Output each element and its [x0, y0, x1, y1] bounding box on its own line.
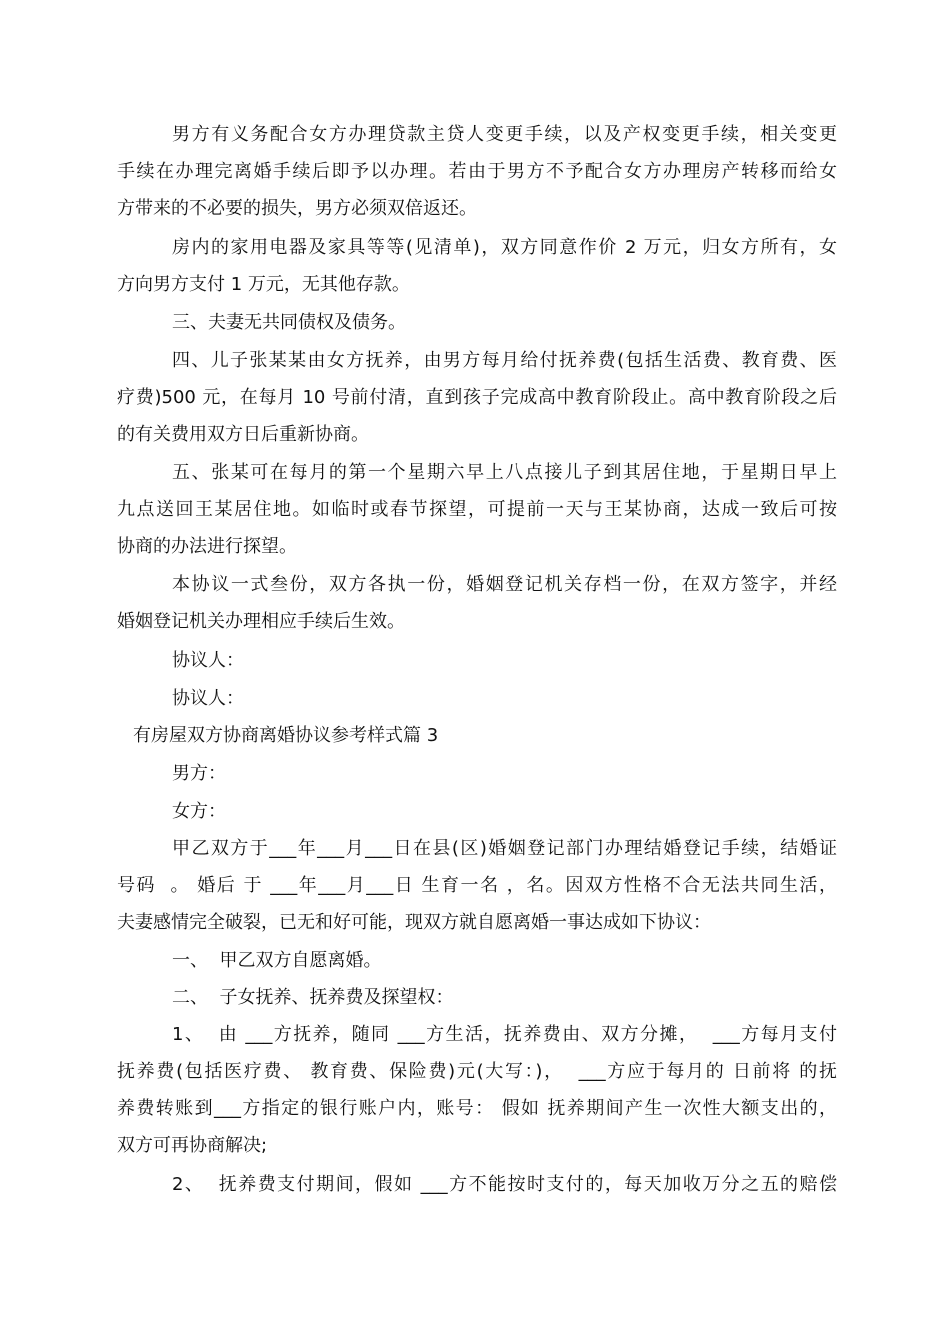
- paragraph-line: 手续在办理完离婚手续后即予以办理。若由于男方不予配合女方办理房产转移而给女: [117, 161, 837, 182]
- paragraph-line: 三、夫妻无共同债权及债务。: [172, 312, 406, 333]
- paragraph-line: 养费转账到___方指定的银行账户内，账号： 假如 抚养期间产生一次性大额支出的，: [117, 1098, 837, 1119]
- paragraph-line: 本协议一式叁份，双方各执一份，婚姻登记机关存档一份，在双方签字，并经: [172, 574, 837, 595]
- paragraph-line: 抚养费(包括医疗费、 教育费、保险费)元(大写：)， ___方应于每月的 日前将 的抚: [117, 1061, 837, 1082]
- paragraph-line: 甲乙双方于___年___月___日在县(区)婚姻登记部门办理结婚登记手续，结婚证: [172, 838, 837, 859]
- paragraph-line: 方带来的不必要的损失，男方必须双倍返还。: [117, 198, 477, 219]
- clause-line: 一、 甲乙双方自愿离婚。: [172, 950, 382, 971]
- paragraph-line: 方向男方支付 1 万元，无其他存款。: [117, 274, 410, 295]
- paragraph-line: 1、 由 ___方抚养，随同 ___方生活，抚养费由、双方分摊， ___方每月支付: [172, 1024, 837, 1045]
- paragraph-line: 房内的家用电器及家具等等(见清单)，双方同意作价 2 万元，归女方所有，女: [172, 237, 837, 258]
- section-title: 有房屋双方协商离婚协议参考样式篇 3: [133, 725, 439, 746]
- paragraph-line: 五、张某可在每月的第一个星期六早上八点接儿子到其居住地，于星期日早上: [172, 462, 837, 483]
- paragraph-line: 四、儿子张某某由女方抚养，由男方每月给付抚养费(包括生活费、教育费、医: [172, 350, 837, 371]
- paragraph-line: 双方可再协商解决;: [117, 1135, 268, 1156]
- paragraph-line: 号码 。 婚后 于 ___年___月___日 生育一名 ，名。因双方性格不合无法共同生活，: [117, 875, 837, 896]
- paragraph-line: 男方有义务配合女方办理贷款主贷人变更手续，以及产权变更手续，相关变更: [172, 124, 837, 145]
- party-label: 男方：: [172, 763, 226, 784]
- paragraph-line: 协商的办法进行探望。: [117, 536, 297, 557]
- paragraph-line: 2、 抚养费支付期间，假如 ___方不能按时支付的，每天加收万分之五的赔偿: [172, 1174, 837, 1195]
- paragraph-line: 疗费)500 元，在每月 10 号前付清，直到孩子完成高中教育阶段止。高中教育阶段之后: [117, 387, 837, 408]
- paragraph-line: 的有关费用双方日后重新协商。: [117, 424, 369, 445]
- paragraph-line: 九点送回王某居住地。如临时或春节探望，可提前一天与王某协商，达成一致后可按: [117, 499, 837, 520]
- signatory-label: 协议人：: [172, 688, 244, 709]
- clause-line: 二、 子女抚养、抚养费及探望权：: [172, 987, 454, 1008]
- paragraph-line: 婚姻登记机关办理相应手续后生效。: [117, 611, 405, 632]
- signatory-label: 协议人：: [172, 650, 244, 671]
- party-label: 女方：: [172, 801, 226, 822]
- paragraph-line: 夫妻感情完全破裂，已无和好可能，现双方就自愿离婚一事达成如下协议：: [117, 912, 711, 933]
